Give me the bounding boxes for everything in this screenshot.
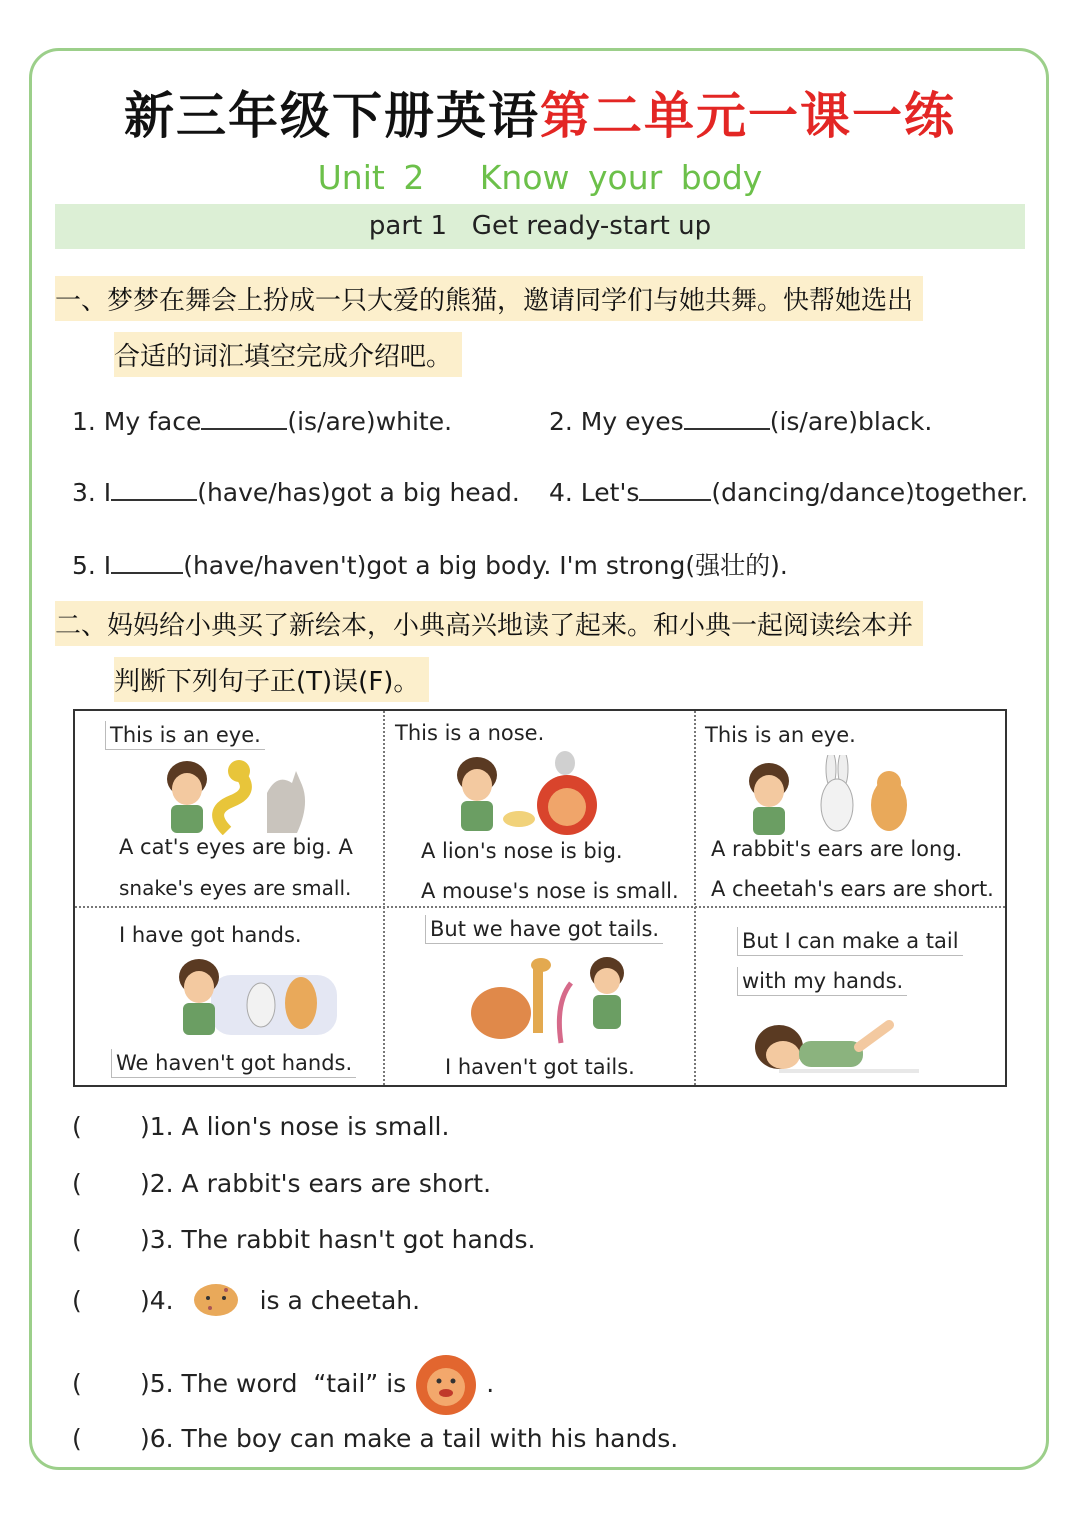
panel1-caption-1: A cat's eyes are big. A: [119, 835, 353, 859]
panel-divider: [383, 711, 385, 1085]
section2-instruction-line1: 二、妈妈给小典买了新绘本，小典高兴地读了起来。和小典一起阅读绘本并: [55, 601, 923, 646]
fill-item-5: 5. I (have/haven't)got a big body. I'm strong(强壮的).: [72, 546, 788, 582]
cheetah-icon: [180, 1282, 254, 1322]
boy-rabbit-cheetah-illustration: [739, 755, 919, 837]
panel3-caption-1: A rabbit's ears are long.: [711, 837, 963, 861]
panel2-speech: This is a nose.: [395, 721, 545, 745]
answer-blank[interactable]: [111, 475, 197, 501]
boy-snake-cat-illustration: [157, 749, 307, 835]
panel3-speech: This is an eye.: [705, 723, 856, 747]
answer-blank[interactable]: [111, 548, 183, 574]
answer-blank[interactable]: [684, 404, 770, 430]
section2-instruction-line2: 判断下列句子正(T)误(F)。: [114, 657, 429, 702]
panel2-caption-2: A mouse's nose is small.: [421, 879, 679, 903]
panel4-speech: I have got hands.: [119, 923, 302, 947]
row-divider: [75, 906, 1005, 908]
panel-divider: [694, 711, 696, 1085]
panel1-speech: This is an eye.: [105, 721, 265, 750]
tf-item-2: ( )2. A rabbit's ears are short.: [72, 1169, 492, 1198]
tf-item-6: ( )6. The boy can make a tail with his hands.: [72, 1424, 679, 1453]
boy-lion-mouse-illustration: [447, 743, 607, 835]
section1-instruction-line2: 合适的词汇填空完成介绍吧。: [114, 332, 462, 377]
panel5-speech: But we have got tails.: [425, 915, 663, 944]
fill-item-1: 1. My face (is/are)white.: [72, 404, 452, 436]
part-heading: part 1 Get ready-start up: [55, 204, 1025, 249]
panel3-caption-2: A cheetah's ears are short.: [711, 877, 994, 901]
answer-blank[interactable]: [201, 404, 287, 430]
unit-heading: Unit 2 Know your body: [317, 158, 763, 197]
panel5-caption: I haven't got tails.: [445, 1055, 635, 1079]
panel1-caption-2: snake's eyes are small.: [119, 876, 352, 900]
title-black-part: 新三年级下册英语: [124, 86, 540, 145]
tf-item-3: ( )3. The rabbit hasn't got hands.: [72, 1225, 536, 1254]
section1-instruction-line1: 一、梦梦在舞会上扮成一只大爱的熊猫，邀请同学们与她共舞。快帮她选出: [55, 276, 923, 321]
fill-item-3: 3. I (have/has)got a big head.: [72, 475, 520, 507]
panel2-caption-1: A lion's nose is big.: [421, 839, 623, 863]
tf-item-5: ( )5. The word “tail” is .: [72, 1353, 494, 1417]
panel4-caption: We haven't got hands.: [111, 1049, 356, 1078]
boy-rabbit-cheetah-hands-illustration: [171, 955, 341, 1039]
tf-item-1: ( )1. A lion's nose is small.: [72, 1112, 450, 1141]
panel6-speech-line2: with my hands.: [737, 967, 907, 996]
fill-item-2: 2. My eyes (is/are)black.: [549, 404, 932, 436]
comic-strip: [73, 709, 1007, 1087]
answer-blank[interactable]: [639, 475, 711, 501]
fill-item-4: 4. Let's (dancing/dance)together.: [549, 475, 1028, 507]
panel6-speech-line1: But I can make a tail: [737, 927, 963, 956]
worksheet-title: [0, 76, 1080, 148]
tf-item-4: ( )4. is a cheetah.: [72, 1282, 420, 1322]
animals-with-tails-illustration: [461, 953, 631, 1045]
lion-icon: [410, 1353, 482, 1417]
boy-making-tail-illustration: [749, 1011, 949, 1077]
title-red-part: 第二单元一课一练: [540, 86, 956, 145]
